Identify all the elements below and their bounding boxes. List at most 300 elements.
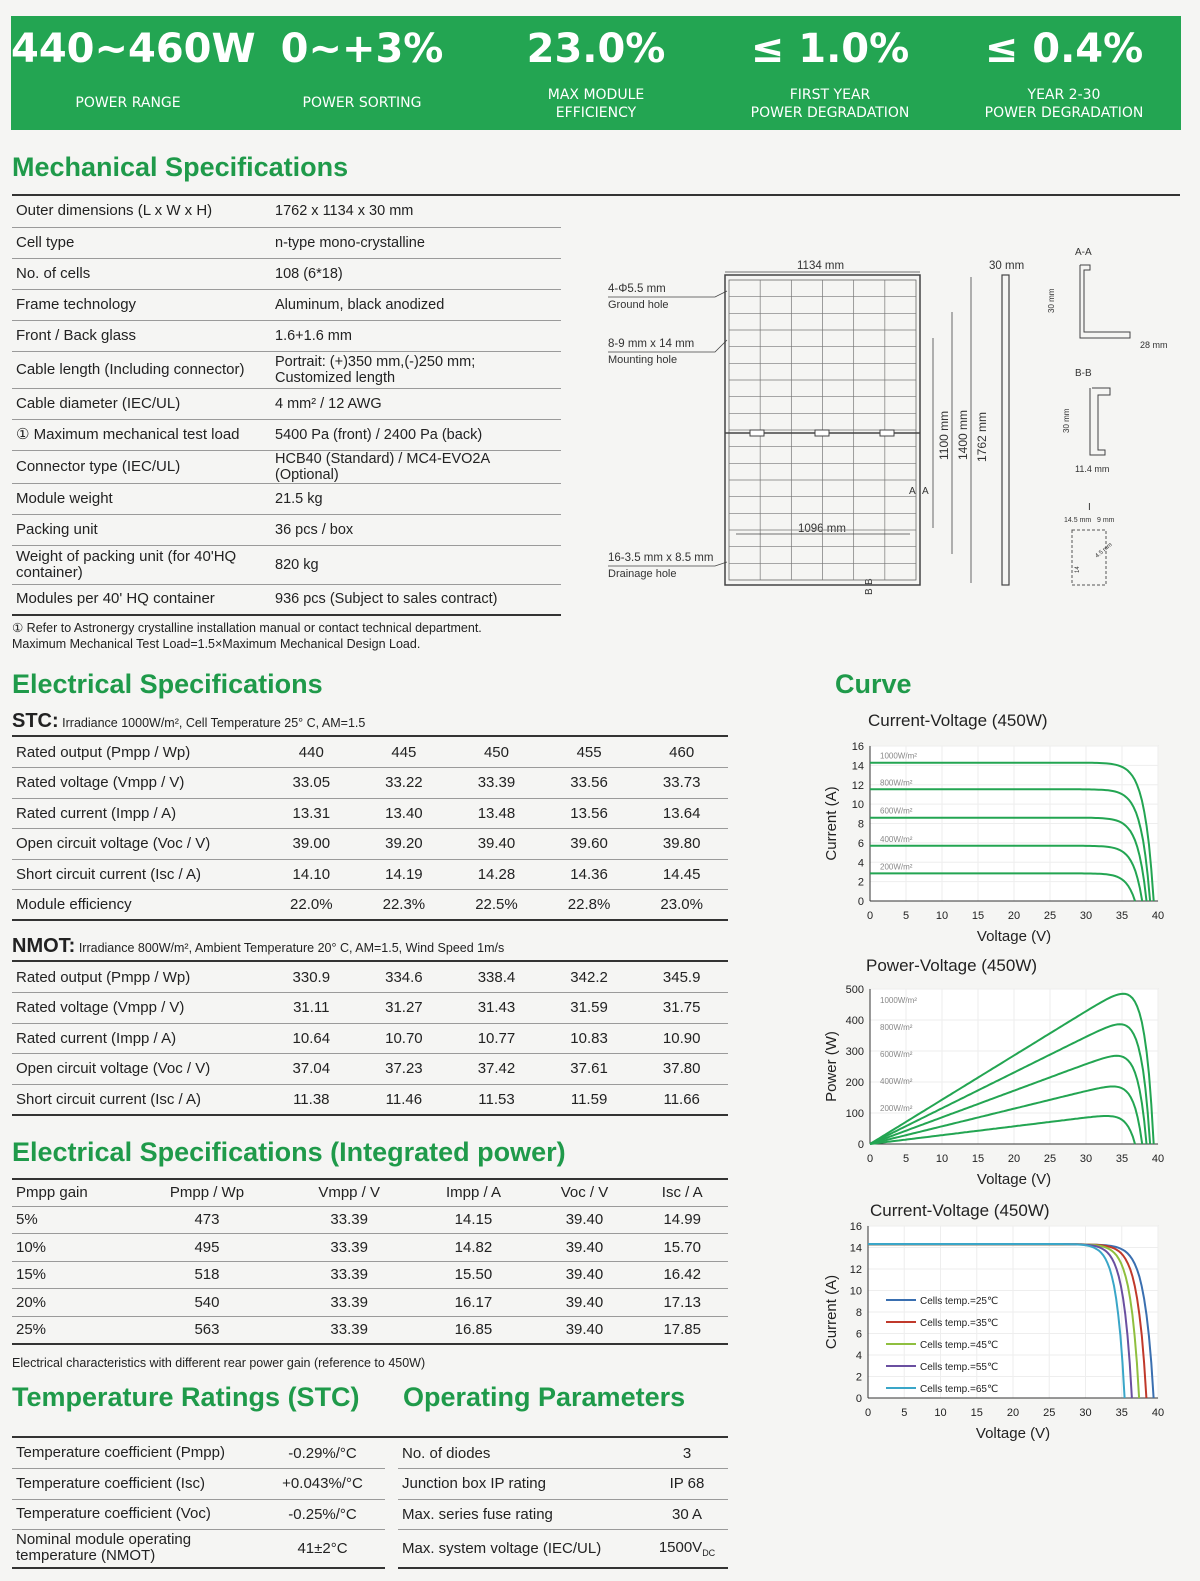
param-value: 22.8% (543, 890, 636, 921)
y-tick-label: 200 (845, 1077, 864, 1089)
param-value: 16.17 (414, 1289, 532, 1317)
param-value: 14.19 (358, 859, 451, 890)
column-header: Vmpp / V (284, 1180, 415, 1206)
nmot-table (12, 962, 728, 1116)
x-tick-label: 35 (1115, 1153, 1129, 1165)
param-value: 460 (635, 737, 728, 768)
x-tick-label: 40 (1151, 1153, 1165, 1165)
integrated-table (12, 1180, 728, 1345)
table-row (12, 196, 561, 227)
column-header: Isc / A (636, 1180, 728, 1206)
temp-value: +0.043%/°C (260, 1469, 385, 1500)
junction-box (750, 430, 764, 436)
param-value: 10.90 (635, 1023, 728, 1054)
x-tick-label: 15 (971, 910, 985, 922)
param-value: 33.39 (284, 1316, 415, 1344)
operating-label: Max. series fuse rating (398, 1499, 646, 1530)
spec-value: 36 pcs / box (271, 514, 561, 545)
param-value: 31.27 (358, 993, 451, 1024)
module-drawing (600, 240, 1180, 610)
table-row (12, 351, 561, 388)
spec-value: Portrait: (+)350 mm,(-)250 mm; Customized length (271, 351, 561, 388)
operating-label: No. of diodes (398, 1438, 646, 1469)
param-value: 11.59 (543, 1084, 636, 1115)
x-tick-label: 15 (971, 1153, 985, 1165)
gain-label: 20% (12, 1289, 130, 1317)
electrical-title: Electrical Specifications (12, 669, 323, 699)
x-tick-label: 40 (1151, 910, 1165, 922)
param-value: 338.4 (450, 962, 543, 993)
x-tick-label: 25 (1043, 1407, 1056, 1419)
ground-hole-size: 4-Φ5.5 mm (608, 283, 666, 295)
x-tick-label: 25 (1043, 910, 1057, 922)
y-tick-label: 0 (857, 1139, 864, 1151)
param-label: Rated output (Pmpp / Wp) (12, 962, 265, 993)
param-value: 39.40 (532, 1261, 636, 1289)
section-aa-profile (1080, 265, 1130, 338)
param-value: 22.0% (265, 890, 358, 921)
table-row (12, 584, 561, 615)
x-tick-label: 40 (1151, 1407, 1165, 1419)
param-label: Rated current (Impp / A) (12, 798, 265, 829)
param-value: 11.46 (358, 1084, 451, 1115)
y-tick-label: 14 (851, 760, 864, 773)
param-value: 22.3% (358, 890, 451, 921)
table-row (12, 320, 561, 351)
section-aa-width: 28 mm (1140, 340, 1168, 350)
legend-label: Cells temp.=45℃ (920, 1339, 999, 1351)
x-tick-label: 25 (1043, 1153, 1057, 1165)
table-row (12, 545, 561, 584)
table-row (12, 1261, 728, 1289)
x-tick-label: 0 (864, 1407, 872, 1419)
x-tick-label: 20 (1007, 910, 1021, 922)
param-value: 37.42 (450, 1054, 543, 1085)
y-tick-label: 12 (849, 1264, 862, 1276)
spec-value: 5400 Pa (front) / 2400 Pa (back) (271, 419, 561, 450)
mechanical-table (12, 196, 561, 616)
table-row (12, 859, 728, 890)
y-tick-label: 16 (851, 741, 864, 753)
operating-label: Junction box IP rating (398, 1469, 646, 1500)
mechanical-note (12, 620, 482, 652)
table-row (12, 962, 728, 993)
param-value: 14.28 (450, 859, 543, 890)
banner-label-line1: MAX MODULE (547, 87, 645, 103)
temp-label: Temperature coefficient (Pmpp) (12, 1438, 260, 1469)
spec-label: Front / Back glass (12, 320, 271, 351)
chart-title: Current-Voltage (450W) (870, 1201, 1050, 1220)
series-label: 800W/m² (880, 1023, 913, 1032)
x-tick-label: 5 (902, 910, 910, 922)
spec-label: Cable diameter (IEC/UL) (12, 388, 271, 419)
operating-value: $1500V_{DC}$ (646, 1530, 728, 1568)
param-value: 14.10 (265, 859, 358, 890)
table-row (12, 1084, 728, 1115)
param-value: 33.39 (284, 1234, 415, 1262)
table-row (12, 419, 561, 450)
spec-value: n-type mono-crystalline (271, 227, 561, 258)
param-value: 330.9 (265, 962, 358, 993)
banner-label-line1: FIRST YEAR (789, 87, 871, 103)
table-row (398, 1499, 728, 1530)
y-tick-label: 8 (855, 1307, 862, 1319)
x-tick-label: 10 (934, 1407, 947, 1419)
param-label: Module efficiency (12, 890, 265, 921)
param-value: 13.40 (358, 798, 451, 829)
param-value: 31.75 (635, 993, 728, 1024)
param-value: 39.40 (532, 1206, 636, 1234)
x-tick-label: 20 (1006, 1407, 1020, 1419)
spec-value: 820 kg (271, 545, 561, 584)
table-row (12, 1023, 728, 1054)
banner-value: ≤ 0.4% (984, 26, 1144, 72)
series-label: 800W/m² (880, 778, 913, 788)
table-row (12, 1289, 728, 1317)
param-value: 17.13 (636, 1289, 728, 1317)
curve-title: Curve (835, 669, 912, 699)
table-row (12, 514, 561, 545)
param-label: Rated voltage (Vmpp / V) (12, 768, 265, 799)
param-value: 334.6 (358, 962, 451, 993)
dim-1400: 1400 mm (956, 409, 970, 460)
temp-label: Temperature coefficient (Isc) (12, 1469, 260, 1500)
stc-description: Irradiance 1000W/m², Cell Temperature 25° C, AM=1.5 (62, 716, 366, 730)
param-label: Rated current (Impp / A) (12, 1023, 265, 1054)
param-value: 13.48 (450, 798, 543, 829)
temperature-title: Temperature Ratings (STC) (12, 1382, 360, 1412)
param-label: Open circuit voltage (Voc / V) (12, 829, 265, 860)
spec-value: 936 pcs (Subject to sales contract) (271, 584, 561, 615)
integrated-title: Electrical Specifications (Integrated power) (12, 1137, 566, 1167)
param-value: 39.80 (635, 829, 728, 860)
banner-efficiency (479, 16, 713, 130)
x-tick-label: 15 (970, 1407, 983, 1419)
banner-label (479, 86, 713, 122)
section-bb: B-B (1075, 368, 1092, 379)
y-tick-label: 14 (849, 1242, 862, 1255)
column-header: Voc / V (532, 1180, 636, 1206)
mount-hole-size: 8-9 mm x 14 mm (608, 338, 695, 350)
param-value: 33.39 (284, 1289, 415, 1317)
param-value: 14.99 (636, 1206, 728, 1234)
y-tick-label: 300 (845, 1046, 864, 1058)
x-tick-label: 10 (935, 910, 949, 922)
spec-label: Module weight (12, 483, 271, 514)
chart-title: Power-Voltage (450W) (866, 956, 1038, 975)
param-value: 33.39 (284, 1261, 415, 1289)
temp-label: Temperature coefficient (Voc) (12, 1499, 260, 1530)
section-aa: A-A (1075, 247, 1092, 258)
table-row (398, 1530, 728, 1568)
nmot-label: NMOT: (12, 935, 76, 957)
temp-value: 41±2°C (260, 1530, 385, 1568)
spec-label: Packing unit (12, 514, 271, 545)
nmot-heading (12, 935, 504, 958)
banner-value: ≤ 1.0% (750, 26, 910, 72)
ground-hole-label: Ground hole (608, 299, 669, 311)
table-row (12, 289, 561, 320)
x-tick-label: 5 (901, 1407, 908, 1419)
spec-label: Frame technology (12, 289, 271, 320)
spec-label: Cable length (Including connector) (12, 351, 271, 388)
param-value: 345.9 (635, 962, 728, 993)
section-mark-a1: A (909, 486, 916, 497)
table-row (12, 768, 728, 799)
table-row (12, 1469, 385, 1500)
dim-1100: 1100 mm (937, 410, 951, 460)
table-row (12, 1316, 728, 1344)
param-value: 33.56 (543, 768, 636, 799)
spec-label: No. of cells (12, 258, 271, 289)
banner-value: 440~460W (11, 26, 256, 72)
series-label: 1000W/m² (880, 996, 917, 1005)
param-value: 22.5% (450, 890, 543, 921)
table-row (398, 1469, 728, 1500)
x-tick-label: 35 (1115, 910, 1129, 922)
dim-width: 1134 mm (797, 260, 845, 272)
y-tick-label: 10 (851, 799, 864, 812)
param-value: 455 (543, 737, 636, 768)
banner-label-line1: YEAR 2-30 (1027, 87, 1101, 103)
param-value: 39.60 (543, 829, 636, 860)
param-value: 17.85 (636, 1316, 728, 1344)
param-value: 440 (265, 737, 358, 768)
spec-value: 21.5 kg (271, 483, 561, 514)
banner-yearly-degradation (947, 16, 1181, 130)
spec-value: 108 (6*18) (271, 258, 561, 289)
section-i-depth: 4.5 mm (1094, 542, 1114, 560)
y-tick-label: 12 (851, 779, 864, 792)
param-value: 23.0% (635, 890, 728, 921)
y-axis-label: Current (A) (823, 1274, 840, 1350)
spec-label: Weight of packing unit (for 40'HQ container) (12, 545, 271, 584)
spec-label: Cell type (12, 227, 271, 258)
y-tick-label: 500 (845, 984, 864, 996)
param-label: Short circuit current (Isc / A) (12, 1084, 265, 1115)
param-value: 10.64 (265, 1023, 358, 1054)
side-profile (1002, 275, 1009, 585)
param-value: 14.15 (414, 1206, 532, 1234)
column-header: Pmpp gain (12, 1180, 130, 1206)
param-value: 10.77 (450, 1023, 543, 1054)
param-value: 37.23 (358, 1054, 451, 1085)
param-value: 31.11 (265, 993, 358, 1024)
operating-value: 30 A (646, 1499, 728, 1530)
gain-label: 25% (12, 1316, 130, 1344)
temperature-table (12, 1438, 385, 1569)
dim-1762: 1762 mm (975, 411, 989, 462)
param-value: 473 (130, 1206, 284, 1234)
header-row (12, 1180, 728, 1206)
integrated-note: Electrical characteristics with different rear power gain (reference to 450W) (12, 1356, 426, 1370)
series-label: 200W/m² (880, 1104, 913, 1113)
banner-label (947, 86, 1181, 122)
x-axis-label: Voltage (V) (976, 1171, 1052, 1188)
param-value: 14.45 (635, 859, 728, 890)
y-tick-label: 6 (857, 837, 864, 850)
banner-label-line2: POWER DEGRADATION (750, 105, 910, 121)
spec-banner (11, 16, 1181, 130)
table-row (398, 1438, 728, 1469)
series-label: 600W/m² (880, 806, 913, 816)
banner-value: 0~+3% (280, 26, 444, 72)
section-i-height: 14 (1075, 566, 1081, 573)
y-tick-label: 6 (855, 1328, 862, 1341)
param-value: 33.22 (358, 768, 451, 799)
series-label: 400W/m² (880, 1077, 913, 1086)
param-value: 14.82 (414, 1234, 532, 1262)
param-value: 540 (130, 1289, 284, 1317)
series-label: 200W/m² (880, 862, 913, 872)
spec-value: 4 mm² / 12 AWG (271, 388, 561, 419)
y-tick-label: 100 (845, 1108, 864, 1120)
banner-power-sorting (245, 16, 479, 130)
temp-value: -0.29%/°C (260, 1438, 385, 1469)
param-value: 11.53 (450, 1084, 543, 1115)
banner-label: POWER RANGE (75, 95, 181, 111)
section-bb-width: 11.4 mm (1075, 464, 1110, 474)
operating-label: Max. system voltage (IEC/UL) (398, 1530, 646, 1568)
param-value: 39.40 (532, 1316, 636, 1344)
spec-value: 1762 x 1134 x 30 mm (271, 196, 561, 227)
x-tick-label: 20 (1007, 1153, 1021, 1165)
param-value: 445 (358, 737, 451, 768)
pv-chart (820, 955, 1180, 1200)
param-value: 15.50 (414, 1261, 532, 1289)
note-line: Maximum Mechanical Test Load=1.5×Maximum Mechanical Design Load. (12, 637, 421, 651)
legend-label: Cells temp.=65℃ (920, 1383, 999, 1395)
section-i-profile (1072, 530, 1106, 585)
operating-title: Operating Parameters (403, 1382, 686, 1412)
operating-table (398, 1438, 728, 1569)
banner-power-range (11, 16, 256, 130)
y-tick-label: 0 (857, 896, 864, 908)
chart-title: Current-Voltage (450W) (868, 711, 1048, 730)
param-value: 495 (130, 1234, 284, 1262)
y-tick-label: 16 (849, 1221, 862, 1233)
param-value: 11.66 (635, 1084, 728, 1115)
section-mark-b1: B (864, 588, 875, 595)
table-row (12, 798, 728, 829)
y-axis-label: Power (W) (823, 1031, 840, 1102)
param-value: 31.59 (543, 993, 636, 1024)
y-tick-label: 8 (857, 818, 864, 831)
table-row (12, 829, 728, 860)
temp-label: Nominal module operating temperature (NMOT) (12, 1530, 260, 1568)
banner-label (713, 86, 947, 122)
table-row (12, 1438, 385, 1469)
param-value: 31.43 (450, 993, 543, 1024)
param-value: 16.42 (636, 1261, 728, 1289)
iv-chart (820, 710, 1180, 955)
param-label: Rated output (Pmpp / Wp) (12, 737, 265, 768)
param-label: Open circuit voltage (Voc / V) (12, 1054, 265, 1085)
spec-label: ① Maximum mechanical test load (12, 419, 271, 450)
param-value: 10.70 (358, 1023, 451, 1054)
dim-inner: 1096 mm (798, 523, 846, 535)
param-value: 37.80 (635, 1054, 728, 1085)
param-value: 33.05 (265, 768, 358, 799)
operating-value: IP 68 (646, 1469, 728, 1500)
table-row (12, 1234, 728, 1262)
section-mark-b2: B (864, 578, 875, 585)
gain-label: 15% (12, 1261, 130, 1289)
y-axis-label: Current (A) (823, 786, 840, 861)
param-value: 33.39 (284, 1206, 415, 1234)
mechanical-title: Mechanical Specifications (12, 152, 349, 182)
operating-value: 3 (646, 1438, 728, 1469)
section-aa-height: 30 mm (1047, 288, 1056, 313)
table-row (12, 227, 561, 258)
param-value: 39.40 (532, 1234, 636, 1262)
banner-label-line2: POWER DEGRADATION (984, 105, 1144, 121)
drain-hole-size: 16-3.5 mm x 8.5 mm (608, 552, 714, 564)
legend-label: Cells temp.=35℃ (920, 1317, 999, 1329)
section-bb-profile (1090, 388, 1110, 455)
table-row (12, 258, 561, 289)
x-tick-label: 35 (1115, 1407, 1128, 1419)
param-value: 563 (130, 1316, 284, 1344)
param-label: Rated voltage (Vmpp / V) (12, 993, 265, 1024)
param-value: 16.85 (414, 1316, 532, 1344)
param-value: 39.40 (532, 1289, 636, 1317)
param-value: 11.38 (265, 1084, 358, 1115)
x-axis-label: Voltage (V) (975, 1425, 1051, 1442)
column-header: Impp / A (414, 1180, 532, 1206)
series-label: 600W/m² (880, 1050, 913, 1059)
spec-value: 1.6+1.6 mm (271, 320, 561, 351)
legend-label: Cells temp.=55℃ (920, 1361, 999, 1373)
table-row (12, 1530, 385, 1568)
junction-box (815, 430, 829, 436)
section-i: I (1088, 502, 1091, 513)
section-mark-a2: A (922, 486, 929, 497)
column-header: Pmpp / Wp (130, 1180, 284, 1206)
spec-value: HCB40 (Standard) / MC4-EVO2A (Optional) (271, 450, 561, 483)
param-value: 37.04 (265, 1054, 358, 1085)
param-value: 37.61 (543, 1054, 636, 1085)
y-tick-label: 400 (845, 1015, 864, 1027)
param-value: 10.83 (543, 1023, 636, 1054)
mount-hole-label: Mounting hole (608, 354, 678, 366)
gain-label: 5% (12, 1206, 130, 1234)
param-value: 39.00 (265, 829, 358, 860)
y-tick-label: 10 (849, 1285, 862, 1298)
table-row (12, 1499, 385, 1530)
table-row (12, 737, 728, 768)
section-i-width1: 14.5 mm (1064, 517, 1092, 524)
banner-first-year-degradation (713, 16, 947, 130)
spec-label: Outer dimensions (L x W x H) (12, 196, 271, 227)
x-axis-label: Voltage (V) (976, 928, 1052, 945)
x-tick-label: 30 (1079, 1407, 1092, 1419)
banner-label: POWER SORTING (302, 95, 422, 111)
gain-label: 10% (12, 1234, 130, 1262)
temp-value: -0.25%/°C (260, 1499, 385, 1530)
y-tick-label: 4 (855, 1350, 862, 1362)
x-tick-label: 5 (902, 1153, 910, 1165)
param-value: 13.31 (265, 798, 358, 829)
param-value: 14.36 (543, 859, 636, 890)
iv-temp-chart (820, 1200, 1180, 1458)
series-label: 400W/m² (880, 834, 913, 844)
table-row (12, 993, 728, 1024)
param-value: 39.40 (450, 829, 543, 860)
param-value: 33.39 (450, 768, 543, 799)
y-tick-label: 0 (855, 1393, 862, 1405)
y-tick-label: 4 (857, 857, 864, 870)
